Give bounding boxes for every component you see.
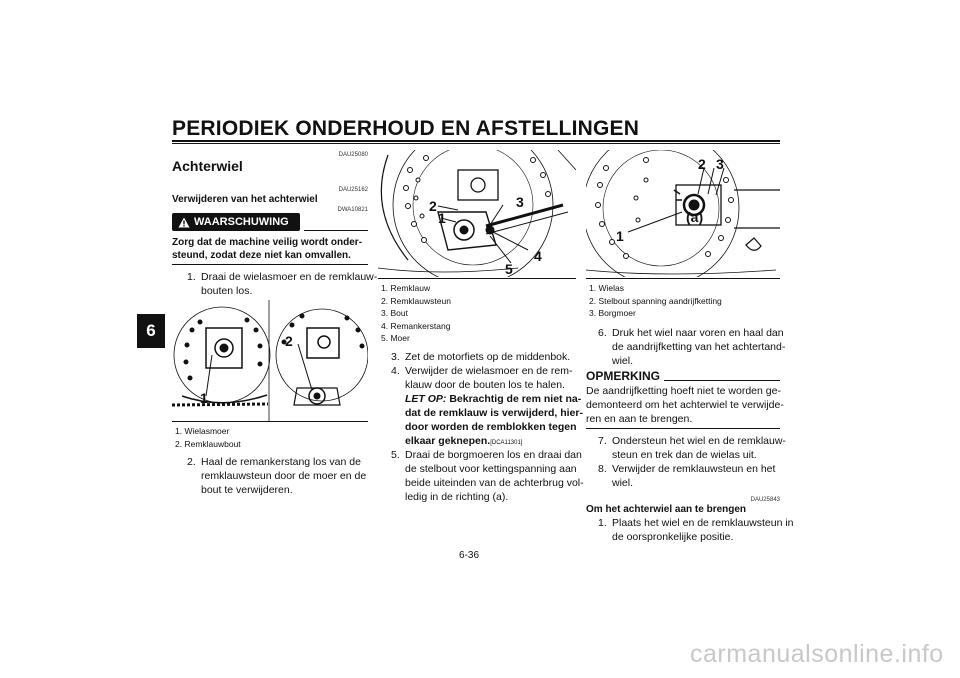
warning-badge — [172, 213, 300, 231]
figure-3-legend: 1. Wielas 2. Stelbout spanning aandrijfketting 3. Borgmoer — [589, 283, 722, 318]
fig2-callout-2: 2 — [429, 198, 437, 214]
header-rule — [172, 140, 780, 142]
page-number: 6-36 — [459, 550, 480, 561]
note-title: OPMERKING — [586, 369, 661, 383]
ref-code: DWA10821 — [337, 207, 368, 213]
warning-label: WAARSCHUWING — [194, 216, 289, 228]
figure-chain-adjuster — [586, 150, 780, 277]
fig2-callout-4: 4 — [534, 248, 542, 264]
step-7: 7. Ondersteun het wiel en de remklauw- steun en trek dan de wielas uit. — [598, 435, 786, 461]
step-8: 8. Verwijder de remklauwsteun en het wiel. — [598, 463, 776, 489]
warning-end-rule — [172, 264, 368, 265]
step-3: 3. Zet de motorfiets op de middenbok. — [391, 351, 571, 363]
warning-rule — [304, 230, 368, 231]
figure-3-rule — [586, 278, 780, 279]
note-end-rule — [586, 428, 780, 429]
step-5: 5. Draai de borgmoeren los en draai dan de stelbout voor kettingspanning aan beide uiteinden van de achterbrug vol- ledig in de richting (a). — [391, 449, 584, 503]
fig3-callout-3: 3 — [716, 156, 724, 172]
watermark: carmanualsonline.info — [690, 640, 944, 668]
warning-triangle-icon — [178, 217, 190, 228]
figure-2-illustration — [378, 150, 576, 277]
note-title-rule — [664, 380, 780, 381]
figure-3-illustration — [586, 150, 780, 277]
fig3-callout-1: 1 — [616, 228, 624, 244]
fig3-callout-a: (a) — [686, 209, 704, 225]
step-2: 2. Haal de remankerstang los van de remklauwsteun door de moer en de bout te verwijderen. — [187, 456, 367, 496]
subsection-title-install: Om het achterwiel aan te brengen — [586, 504, 747, 515]
figure-1-legend: 1. Wielasmoer 2. Remklauwbout — [175, 426, 241, 449]
figure-wheel-axle-nut — [172, 300, 368, 421]
figure-1-illustration — [172, 300, 368, 421]
figure-brake-caliper — [378, 150, 576, 277]
page-header-title: PERIODIEK ONDERHOUD EN AFSTELLINGEN — [172, 117, 640, 140]
figure-1-rule — [172, 421, 368, 422]
fig2-callout-5: 5 — [505, 261, 513, 277]
figure-2-legend: 1. Remklauw 2. Remklauwsteun 3. Bout 4. Remankerstang 5. Moer — [381, 283, 451, 343]
ref-code: DAU25080 — [338, 152, 368, 158]
chapter-tab: 6 — [137, 314, 165, 348]
fig3-callout-2: 2 — [698, 156, 706, 172]
header-rule-thin — [172, 143, 780, 144]
subsection-title: Verwijderen van het achterwiel — [172, 194, 318, 205]
note-text: De aandrijfketting hoeft niet te worden ge- demonteerd om het achterwiel te verwijde- ren en aan te brengen. — [586, 385, 784, 425]
fig1-callout-2: 2 — [285, 333, 293, 349]
figure-2-rule — [378, 278, 576, 279]
step-4: 4. Verwijder de wielasmoer en de rem- klauw door de bouten los te halen. LET OP: Bekrachtig de rem niet na- dat de remklauw is verwijderd, hier- door worden de remblokken tegen elkaar geknepen.[DCA11301] — [391, 365, 583, 447]
ref-code: DAU25843 — [750, 497, 780, 503]
install-step-1: 1. Plaats het wiel en de remklauwsteun in de oorspronkelijke positie. — [598, 517, 794, 543]
ref-code: DAU25162 — [338, 187, 368, 193]
step-1: 1. Draai de wielasmoer en de remklauw- bouten los. — [187, 271, 378, 297]
fig1-callout-1: 1 — [200, 390, 208, 406]
section-title: Achterwiel — [172, 158, 243, 174]
step-6: 6. Druk het wiel naar voren en haal dan de aandrijfketting van het achtertand- wiel. — [598, 327, 786, 367]
fig2-callout-3: 3 — [516, 194, 524, 210]
warning-text: Zorg dat de machine veilig wordt onder- steund, zodat deze niet kan omvallen. — [172, 237, 363, 261]
fig2-callout-1: 1 — [438, 210, 446, 226]
